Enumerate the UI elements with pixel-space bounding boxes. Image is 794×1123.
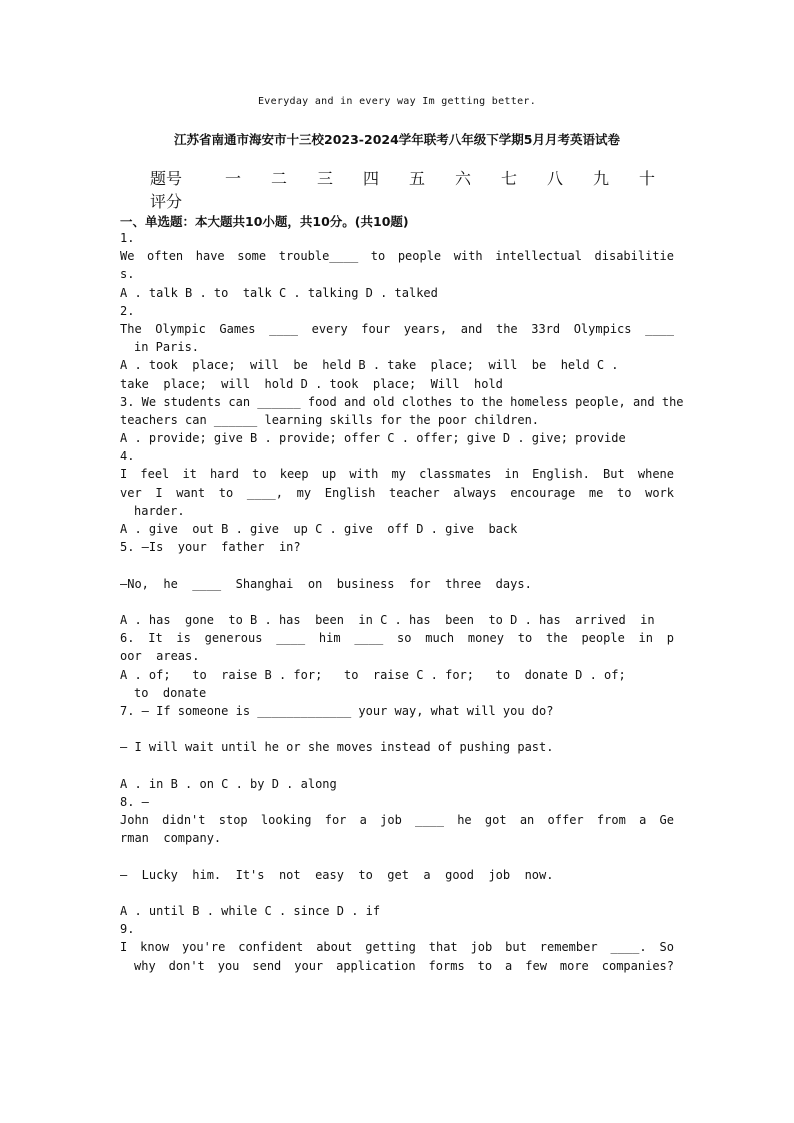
question-line: s. (120, 267, 135, 282)
question-line: —No, he ____ Shanghai on business for three days. (120, 576, 532, 591)
score-table-score-row (150, 189, 670, 212)
question-line: The Olympic Games ____ every four years, and the 33rd Olympics ____ (120, 321, 674, 336)
exam-title: 江苏省南通市海安市十三校2023-2024学年联考八年级下学期5月月考英语试卷 (174, 132, 620, 147)
column-4: 四 (362, 169, 379, 188)
blank-line (120, 884, 674, 902)
question-line: rman company. (120, 831, 222, 846)
question-options: A . has gone to B . has been in C . has been to D . has arrived in (120, 612, 655, 627)
question-line: 1. (120, 231, 135, 245)
column-9: 九 (592, 169, 609, 188)
question-line: — I will wait until he or she moves instead of pushing past. (120, 740, 554, 755)
question-line: 6. It is generous ____ him ____ so much money to the people in p (120, 631, 674, 646)
question-options: A . in B . on C . by D . along (120, 776, 337, 791)
question-options: take place; will hold D . took place; Will hold (120, 376, 503, 391)
section-title: 一、单选题：本大题共10小题，共10分。(共10题) (120, 214, 409, 229)
blank-line (120, 593, 674, 611)
question-options: A . give out B . give up C . give off D . give back (120, 522, 518, 536)
question-line: why don't you send your application forms to a few more companies? (134, 958, 674, 973)
question-options: A . until B . while C . since D . if (120, 903, 381, 918)
question-line: ver I want to ____, my English teacher always encourage me to work (120, 485, 674, 500)
column-7: 七 (500, 169, 517, 188)
question-line: 8. — (120, 794, 149, 809)
column-2: 二 (270, 169, 287, 188)
question-options: A . took place; will be held B . take place; will be held C . (120, 358, 619, 373)
blank-line (120, 756, 674, 774)
question-line: in Paris. (134, 340, 200, 355)
question-line: 2. (120, 303, 135, 318)
column-6: 六 (454, 169, 471, 188)
question-line: harder. (134, 503, 185, 518)
column-5: 五 (408, 169, 425, 188)
blank-line (120, 556, 674, 574)
question-line: I know you're confident about getting that job but remember ____. So (120, 940, 674, 955)
question-line: 5. —Is your father in? (120, 540, 301, 555)
question-options: A . of; to raise B . for; to raise C . for; to donate D . of; (120, 667, 626, 682)
question-line: teachers can ______ learning skills for the poor children. (120, 412, 540, 427)
question-line: I feel it hard to keep up with my classmates in English. But whene (120, 467, 674, 482)
question-line: 4. (120, 449, 135, 464)
column-1: 一 (224, 169, 241, 188)
score-label: 评分 (150, 192, 183, 211)
question-line: 3. We students can ______ food and old clothes to the homeless people, and the (120, 394, 684, 409)
question-line: 9. (120, 922, 135, 937)
question-list (120, 229, 684, 975)
question-options: A . provide; give B . provide; offer C . offer; give D . give; provide (120, 431, 626, 446)
question-number-label: 题号 (150, 169, 183, 188)
column-10: 十 (638, 169, 655, 188)
column-3: 三 (316, 169, 333, 188)
header-motto: Everyday and in every way Im getting better. (257, 96, 537, 107)
question-options: to donate (134, 685, 207, 700)
column-8: 八 (546, 169, 563, 188)
question-line: John didn't stop looking for a job ____ he got an offer from a Ge (120, 813, 674, 827)
question-line: — Lucky him. It's not easy to get a good job now. (120, 867, 554, 882)
question-options: A . talk B . to talk C . talking D . talked (120, 285, 438, 300)
question-line: oor areas. (120, 649, 200, 664)
question-line: 7. — If someone is _____________ your way, what will you do? (120, 703, 554, 718)
score-table (150, 166, 670, 212)
score-table-header-row (150, 166, 670, 189)
score-cells (210, 189, 670, 212)
blank-line (120, 720, 674, 738)
question-line: We often have some trouble____ to people with intellectual disabilitie (120, 249, 674, 264)
blank-line (120, 847, 674, 865)
